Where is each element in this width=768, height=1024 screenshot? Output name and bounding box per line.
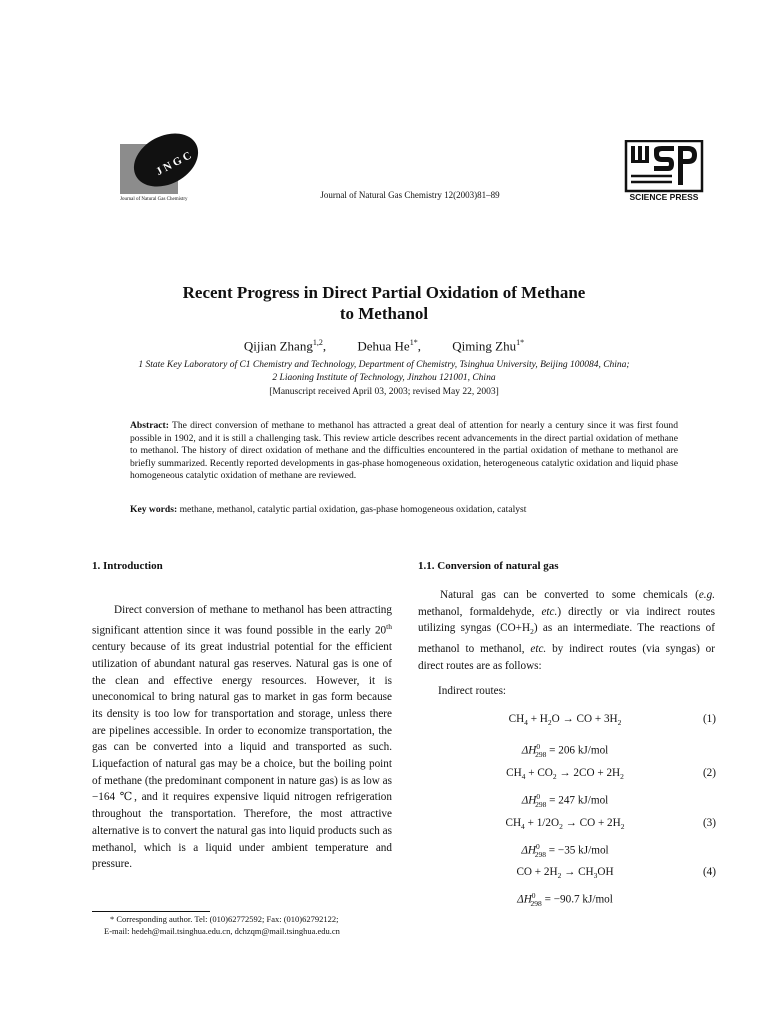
keywords-label: Key words:: [130, 504, 178, 515]
science-press-graphic: [622, 140, 706, 202]
affiliation-2: 2 Liaoning Institute of Technology, Jinzhou 121001, China: [272, 373, 496, 383]
author-list: [100, 338, 668, 354]
jngc-logo: [116, 126, 208, 202]
indirect-routes-label: Indirect routes:: [438, 685, 507, 697]
keywords-text: methane, methanol, catalytic partial oxidation, gas-phase homogeneous oxidation, catalyst: [179, 504, 527, 515]
affiliation-1: 1 State Key Laboratory of C1 Chemistry and Technology, Department of Chemistry, Tsinghua University, Beijing 100084, China;: [138, 360, 630, 370]
equation-4: CO + $2H_2 \to CH_3OH$: [516, 866, 614, 881]
science-press-logo: [622, 140, 706, 202]
keywords: [130, 504, 690, 517]
equation-3-number: (3): [702, 817, 716, 829]
abstract-text: The direct conversion of methane to methanol has attracted a great deal of attention for nearly a century since it was first found possible in 1902, and it is still a challenging task. This review article describes recent advancements in the direct partial oxidation of methane to methanol. The history of direct oxidation of methane and the difficulties encountered in the partial oxidation of methane to methanol are briefly summarized. Recently reported developments in gas-phase homogeneous oxidation, heterogeneous catalytic oxidation and liquid phase homogeneous catalytic oxidation of methane are reviewed.: [130, 420, 678, 482]
author-2: Dehua $He^{1*}$,: [357, 338, 421, 354]
enthalpy-1: $\Delta H^0_{298} = 206$ kJ/mol: [521, 742, 609, 759]
introduction-paragraph: Direct conversion of methane to methanol has been attracting significant attention since it was found possible in the early 20th century because of its great industrial potential for the efficient utilization of abundant natural gas reserves. Natural gas is one of the clean and effective energy resources. However, it is uneconomical to bring natural gas to market in gas form because its density is too low for transportation and storage, unless there are pipelines accessible. In order to economize transportation, the gas can be converted into a liquid and transported as such. Liquefaction of natural gas may be a choice, but the boiling point of methane (the predominant component in nature gas) is as low as −164 ℃, and it requires expensive liquid nitrogen refrigeration throughout the transportation. Therefore, the most attractive alternative is to convert the natural gas into liquid products such as methanol, which is a liquid under ambient temperature and pressure.: [92, 604, 392, 871]
footnote-rule: [92, 911, 210, 912]
abstract-label: Abstract:: [130, 420, 169, 431]
footnote-line-2: E-mail: hedeh@mail.tsinghua.edu.cn, dchzqm@mail.tsinghua.edu.cn: [104, 925, 340, 936]
abstract: [130, 420, 678, 483]
title-line-1: Recent Progress in Direct Partial Oxidation of Methane: [182, 283, 586, 302]
equation-2-number: (2): [702, 767, 716, 779]
affiliations: [80, 359, 688, 385]
jngc-logo-text: J N G C: [154, 149, 194, 179]
jngc-logo-caption: Journal of Natural Gas Chemistry: [120, 197, 188, 202]
conversion-paragraph: Natural gas can be converted to some chemicals (e.g. methanol, formaldehyde, etc.) directly or via indirect routes utilizing syngas $(CO+H_2)$ as an intermediate. The reactions of methanol to methanol, etc. by indirect routes (via syngas) or direct routes are as follows:: [418, 589, 716, 673]
author-1: Qijian Zhang$^{1,2}$,: [243, 338, 327, 354]
footnote: [92, 914, 452, 937]
paper-title: [100, 282, 668, 324]
journal-citation: Journal of Natural Gas Chemistry 12(2003)81–89: [320, 190, 500, 200]
section-heading-conversion: 1.1. Conversion of natural gas: [418, 560, 559, 572]
equation-4-number: (4): [702, 866, 716, 878]
section-heading-introduction: 1. Introduction: [92, 560, 163, 572]
manuscript-dates: [Manuscript received April 03, 2003; revised May 22, 2003]: [269, 387, 499, 397]
enthalpy-3: $\Delta H^0_{298} = -35$ kJ/mol: [521, 842, 609, 859]
jngc-logo-graphic: [116, 126, 208, 202]
author-3: Qiming Zhu$^{1*}$: [452, 338, 525, 354]
science-press-text: SCIENCE PRESS: [629, 192, 699, 202]
equation-1-number: (1): [702, 713, 716, 725]
equation-2: $CH_4 + CO_2 \to 2CO + 2H_2$: [506, 767, 624, 782]
footnote-line-1: * Corresponding author. Tel: (010)62772592; Fax: (010)62792122;: [110, 914, 339, 924]
enthalpy-4: $\Delta H^0_{298} = -90.7$ kJ/mol: [517, 891, 613, 908]
enthalpy-2: $\Delta H^0_{298} = 247$ kJ/mol: [521, 792, 609, 809]
title-line-2: to Methanol: [339, 304, 429, 323]
equation-1: $CH_4 + H_2O$ → CO + $3H_2$: [508, 713, 622, 728]
equation-3: $CH_4 + 1/2O_2$ → CO + $2H_2$: [505, 817, 625, 832]
